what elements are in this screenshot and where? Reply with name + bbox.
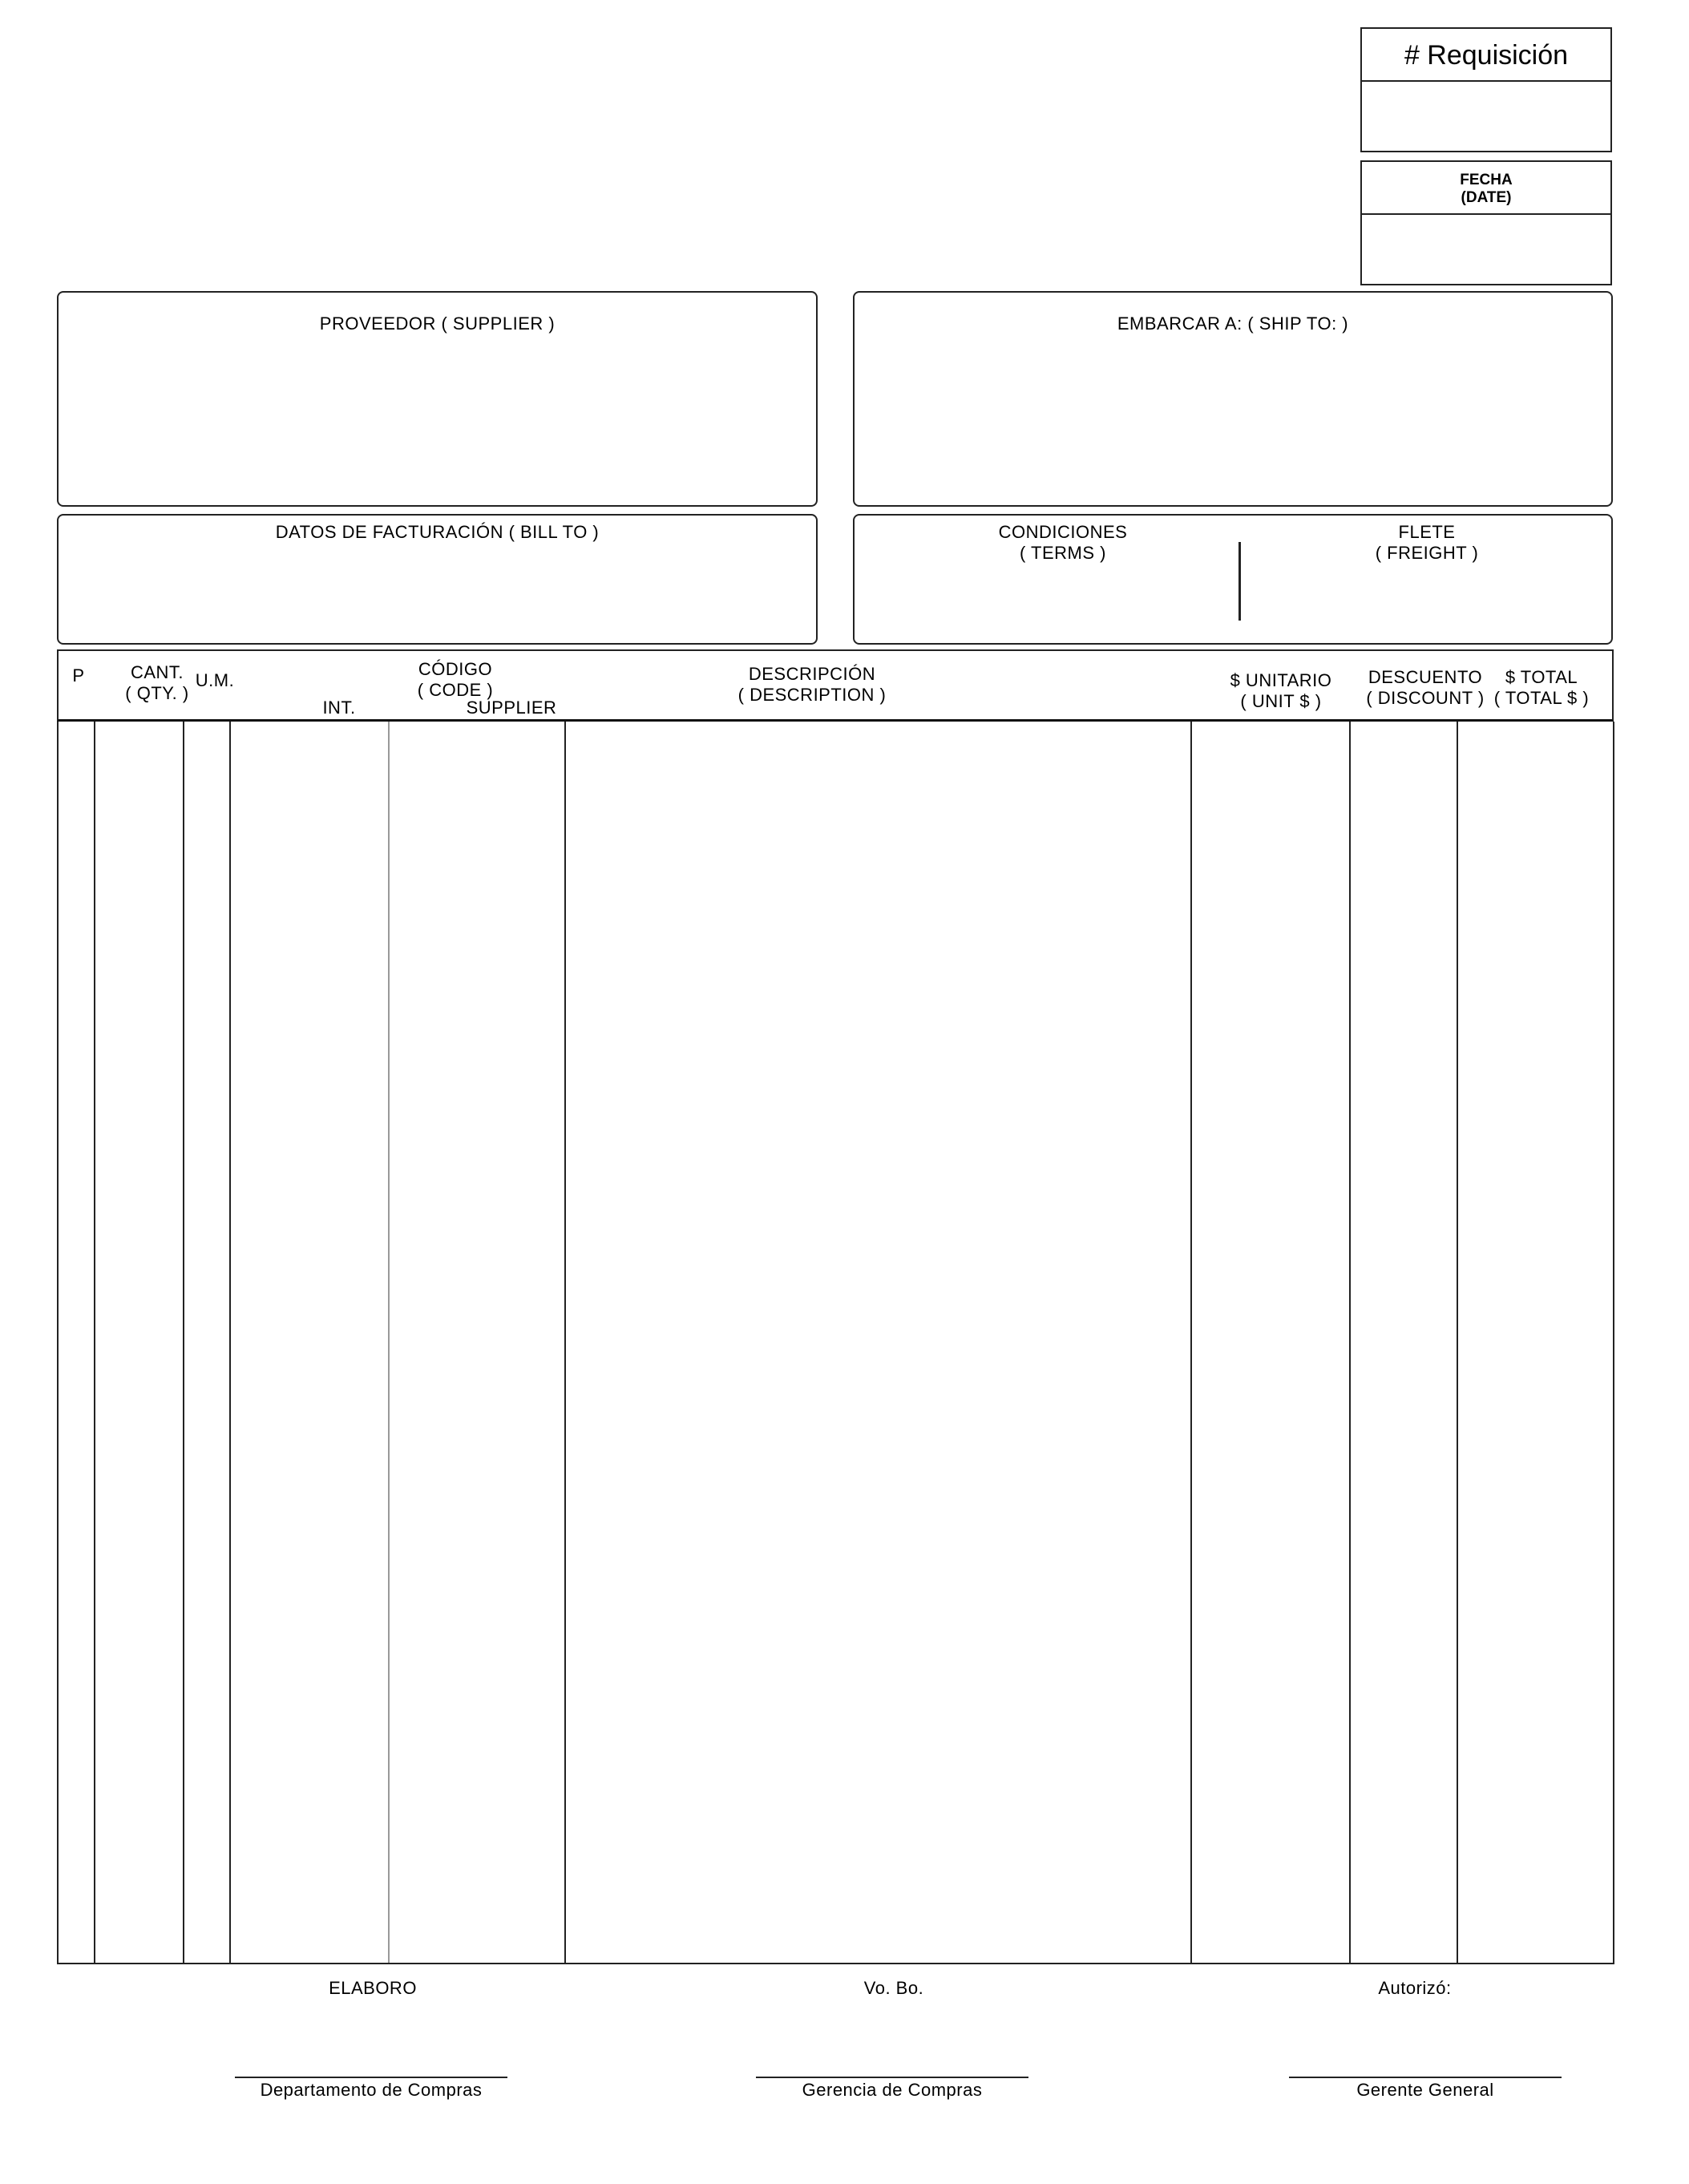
- col-header-um: U.M.: [195, 670, 235, 690]
- col-header-discount-label: DESCUENTO: [1368, 667, 1483, 687]
- col-header-code-supplier: SUPPLIER: [466, 698, 557, 718]
- freight-field[interactable]: [1247, 565, 1600, 633]
- col-divider-qty-um: [183, 722, 184, 1963]
- items-table-header: [57, 649, 1614, 722]
- ship-to-label: EMBARCAR A: ( SHIP TO: ): [1117, 313, 1349, 334]
- col-header-code-int: INT.: [322, 698, 356, 718]
- bill-to-box[interactable]: [57, 514, 818, 645]
- authorized-by-label: Autorizó:: [1378, 1978, 1452, 1998]
- col-divider-int-supplier: [388, 722, 390, 1963]
- col-header-qty-label-en: ( QTY. ): [125, 683, 189, 703]
- col-header-code: [375, 659, 535, 701]
- supplier-label: PROVEEDOR ( SUPPLIER ): [319, 313, 556, 334]
- col-divider-discount-total: [1457, 722, 1458, 1963]
- ship-to-field[interactable]: [863, 349, 1603, 497]
- supplier-box[interactable]: [57, 291, 818, 507]
- items-table-body[interactable]: [57, 722, 1614, 1964]
- col-divider-um-int: [229, 722, 231, 1963]
- col-header-total: [1469, 667, 1614, 709]
- prepared-by-label: ELABORO: [329, 1978, 417, 1998]
- col-divider-description-unit: [1190, 722, 1192, 1963]
- col-header-p: P: [72, 665, 85, 686]
- approved-signature-line[interactable]: [756, 2077, 1028, 2078]
- terms-freight-box: [853, 514, 1613, 645]
- terms-field[interactable]: [863, 565, 1231, 633]
- terms-label-en: ( TERMS ): [1020, 543, 1106, 563]
- col-header-qty-label: CANT.: [130, 662, 184, 682]
- ship-to-box[interactable]: [853, 291, 1613, 507]
- col-divider-supplier-description: [564, 722, 566, 1963]
- date-header: [1362, 162, 1610, 215]
- authorized-signature-line[interactable]: [1289, 2077, 1562, 2078]
- col-header-code-label: CÓDIGO: [418, 659, 493, 679]
- terms-header: [855, 522, 1271, 564]
- col-header-total-label-en: ( TOTAL $ ): [1493, 688, 1590, 708]
- col-divider-p-qty: [94, 722, 95, 1963]
- approved-by-label: Vo. Bo.: [863, 1978, 924, 1998]
- requisition-box: [1360, 27, 1612, 152]
- col-header-description-label: DESCRIPCIÓN: [748, 664, 876, 684]
- approved-role: Gerencia de Compras: [802, 2080, 983, 2100]
- col-header-unit-price-label-en: ( UNIT $ ): [1240, 691, 1322, 711]
- date-label: FECHA: [1460, 172, 1513, 188]
- freight-label-en: ( FREIGHT ): [1375, 543, 1479, 563]
- date-box: [1360, 160, 1612, 285]
- freight-label: FLETE: [1398, 522, 1456, 542]
- terms-freight-divider: [1238, 542, 1241, 621]
- requisition-number-field[interactable]: [1362, 82, 1610, 151]
- prepared-role: Departamento de Compras: [260, 2080, 483, 2100]
- col-divider-unit-discount: [1349, 722, 1351, 1963]
- terms-label: CONDICIONES: [998, 522, 1128, 542]
- date-field[interactable]: [1362, 215, 1610, 284]
- date-label-en: (DATE): [1461, 189, 1512, 206]
- col-header-total-label: $ TOTAL: [1505, 667, 1578, 687]
- requisition-title: # Requisición: [1362, 29, 1610, 82]
- col-header-code-label-en: ( CODE ): [417, 680, 494, 700]
- col-header-description-label-en: ( DESCRIPTION ): [737, 685, 887, 705]
- bill-to-field[interactable]: [67, 554, 808, 634]
- prepared-signature-line[interactable]: [235, 2077, 507, 2078]
- freight-header: [1243, 522, 1611, 564]
- col-header-unit-price-label: $ UNITARIO: [1230, 670, 1332, 690]
- col-header-description: [620, 664, 1004, 706]
- bill-to-label: DATOS DE FACTURACIÓN ( BILL TO ): [275, 522, 600, 542]
- authorized-role: Gerente General: [1356, 2080, 1494, 2100]
- col-header-unit-price: [1201, 670, 1361, 712]
- col-header-discount-label-en: ( DISCOUNT ): [1366, 688, 1485, 708]
- supplier-field[interactable]: [67, 349, 808, 497]
